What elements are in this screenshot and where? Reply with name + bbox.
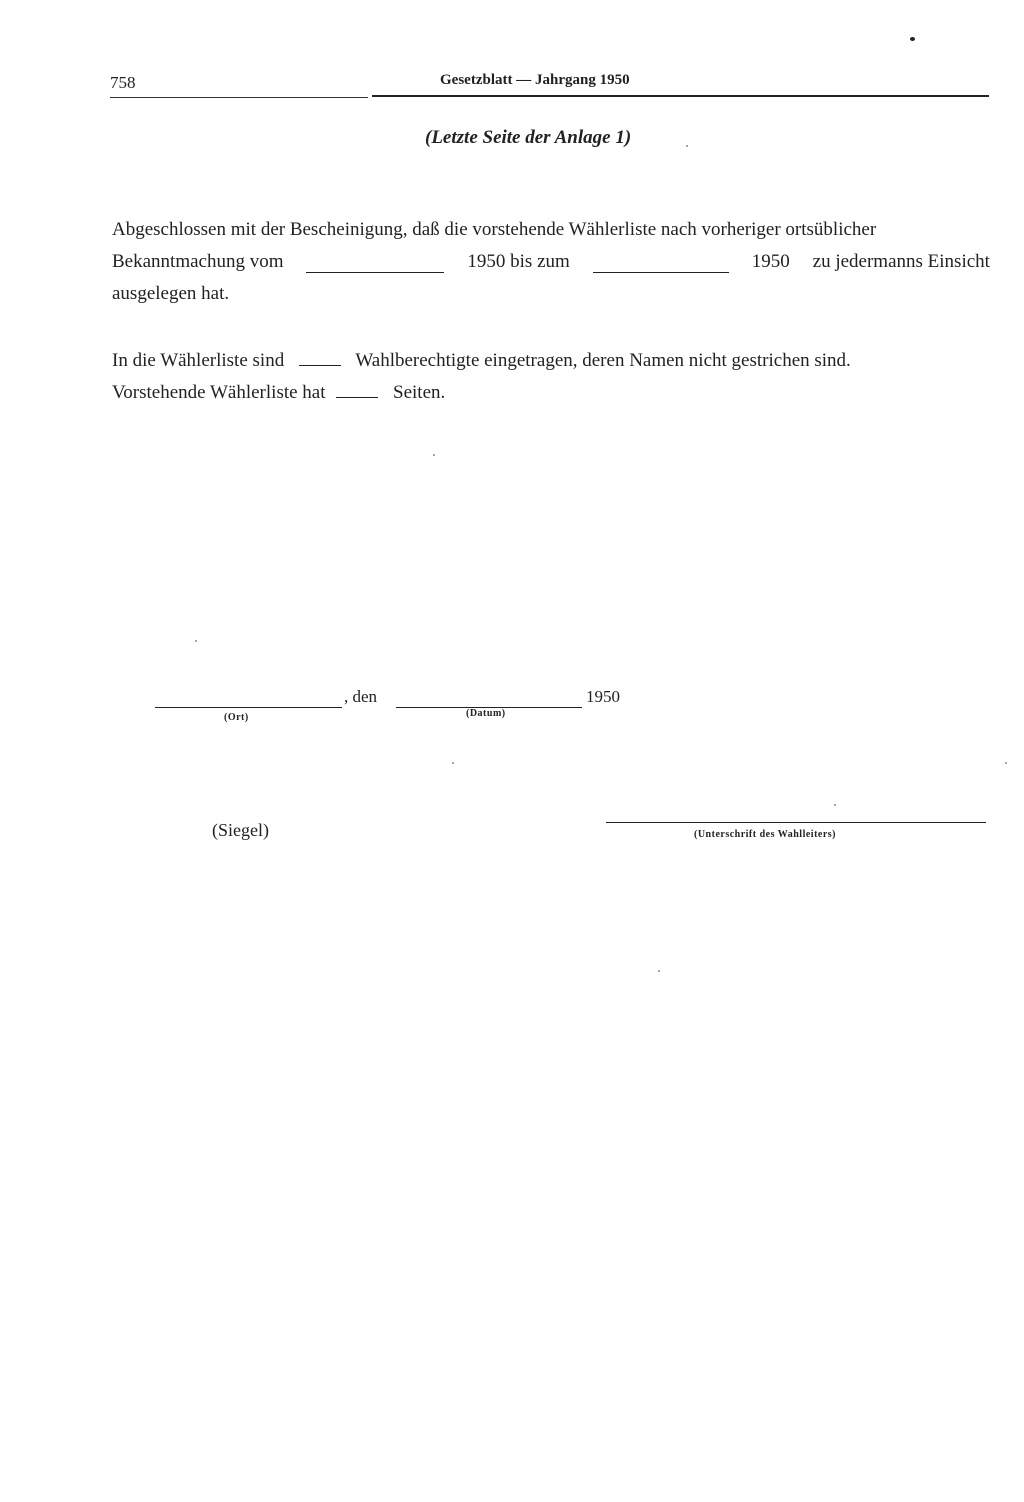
count-line-1 — [112, 350, 851, 372]
scan-speck — [658, 970, 660, 972]
scan-speck — [452, 762, 454, 764]
scan-speck — [433, 454, 435, 456]
certification-line-2-year: 1950 — [751, 251, 790, 272]
place-caption: (Ort) — [224, 712, 249, 723]
header-rule-left — [110, 97, 368, 98]
page-count-field[interactable] — [336, 397, 378, 398]
announcement-end-date-field[interactable] — [593, 251, 729, 273]
signature-field[interactable] — [606, 822, 986, 823]
certification-line-2-start: Bekanntmachung vom — [112, 251, 284, 272]
count-line-1-start: In die Wählerliste sind — [112, 350, 285, 371]
place-date-separator: , den — [344, 687, 378, 706]
scan-speck — [910, 37, 915, 41]
place-date-year: 1950 — [586, 687, 620, 706]
certification-line-2 — [112, 251, 990, 273]
certification-line-2-mid: 1950 bis zum — [467, 251, 570, 272]
announcement-start-date-field[interactable] — [306, 251, 444, 273]
section-title: (Letzte Seite der Anlage 1) — [425, 127, 632, 148]
signature-caption: (Unterschrift des Wahlleiters) — [694, 829, 837, 840]
seal-label: (Siegel) — [212, 820, 269, 840]
count-line-2 — [112, 382, 445, 404]
header-rule-right — [372, 95, 989, 97]
scan-speck — [686, 145, 688, 147]
scan-speck — [195, 640, 197, 642]
date-caption: (Datum) — [466, 708, 506, 719]
certification-line-1: Abgeschlossen mit der Bescheinigung, daß die vorstehende Wählerliste nach vorheriger ortsüblicher — [112, 219, 877, 240]
certification-line-2-end: zu jedermanns Einsicht — [812, 251, 990, 272]
running-title: Gesetzblatt — Jahrgang 1950 — [440, 72, 630, 88]
scan-speck — [834, 804, 836, 806]
place-field[interactable] — [155, 707, 342, 708]
certification-line-3: ausgelegen hat. — [112, 283, 230, 304]
count-line-1-end: Wahlberechtigte eingetragen, deren Namen nicht gestrichen sind. — [355, 350, 851, 371]
count-line-2-end: Seiten. — [393, 382, 446, 403]
scan-speck — [1005, 762, 1007, 764]
count-line-2-start: Vorstehende Wählerliste hat — [112, 382, 326, 403]
page-number: 758 — [110, 73, 136, 92]
voter-count-field[interactable] — [299, 365, 341, 366]
